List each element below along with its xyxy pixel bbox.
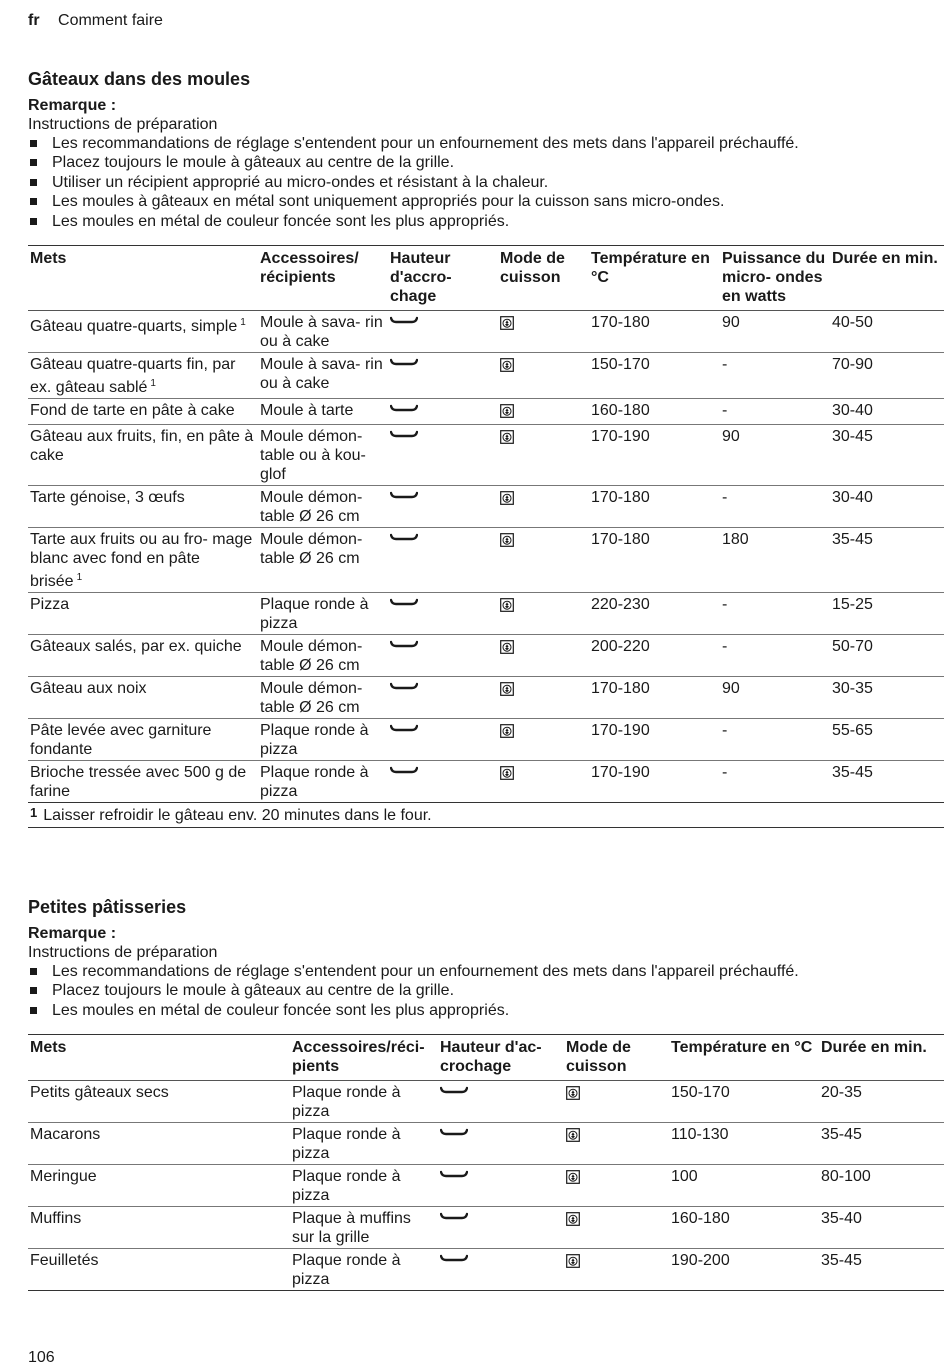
hot-air-mode-icon — [500, 405, 514, 422]
duration-cell: 15-25 — [832, 596, 873, 614]
level-cell — [388, 353, 498, 399]
table-row — [28, 311, 944, 353]
temperature-cell: 200-220 — [591, 638, 650, 656]
accessory-cell: Moule à tarte — [260, 402, 354, 420]
duration-cell: 30-40 — [832, 489, 873, 507]
power-cell: - — [722, 722, 728, 740]
accessory-cell: Plaque ronde à pizza — [292, 1252, 401, 1289]
duration-cell: 80-100 — [821, 1168, 871, 1186]
dish-cell — [28, 399, 258, 425]
bullet-item: Les moules en métal de couleur foncée sont les plus appropriés. — [28, 212, 944, 231]
rack-level-icon — [390, 531, 418, 548]
rack-level-icon — [390, 356, 418, 373]
rack-level-icon — [390, 638, 418, 655]
dish-name: Gâteau aux noix — [30, 680, 147, 698]
level-cell — [388, 399, 498, 425]
level-cell — [438, 1081, 564, 1123]
temperature-cell: 150-170 — [591, 356, 650, 374]
table-row — [28, 593, 944, 635]
hot-air-mode-icon — [500, 767, 514, 784]
bullet-item: Utiliser un récipient approprié au micro-ondes et résistant à la chaleur. — [28, 173, 944, 192]
dish-cell — [28, 761, 258, 803]
duration-cell: 30-35 — [832, 680, 873, 698]
column-header: Puissance du micro- ondes en watts — [722, 250, 826, 306]
power-cell: 90 — [722, 680, 740, 698]
hot-air-mode-icon — [500, 683, 514, 700]
duration-cell: 35-45 — [832, 531, 873, 549]
dish-cell — [28, 425, 258, 486]
dish-cell — [28, 486, 258, 528]
temperature-cell: 170-180 — [591, 680, 650, 698]
column-header: Hauteur d'ac- crochage — [440, 1039, 542, 1076]
duration-cell: 55-65 — [832, 722, 873, 740]
column-header: Température en °C — [671, 1039, 813, 1057]
mode-cell — [498, 311, 589, 353]
level-cell — [388, 761, 498, 803]
column-header: Accessoires/ récipients — [260, 250, 359, 287]
section-small-pastries — [28, 896, 944, 1291]
dish-cell: Muffins — [30, 1210, 82, 1228]
power-cell: - — [722, 764, 728, 782]
note-intro: Instructions de préparation — [28, 944, 218, 961]
rack-level-icon — [440, 1210, 468, 1227]
power-cell: 90 — [722, 314, 740, 332]
level-cell — [438, 1249, 564, 1291]
chapter-title: Comment faire — [58, 12, 163, 29]
note-label: Remarque : — [28, 925, 117, 942]
mode-cell — [498, 528, 589, 593]
table-row — [28, 425, 944, 486]
temperature-cell: 160-180 — [671, 1210, 730, 1228]
mode-cell — [498, 353, 589, 399]
cakes-table — [28, 245, 944, 803]
dish-cell — [28, 677, 258, 719]
accessory-cell: Plaque ronde à pizza — [260, 596, 369, 633]
hot-air-mode-icon — [566, 1255, 580, 1272]
table-row — [28, 761, 944, 803]
rack-level-icon — [440, 1126, 468, 1143]
rack-level-icon — [390, 596, 418, 613]
mode-cell — [498, 593, 589, 635]
table-header-row — [28, 1035, 944, 1081]
level-cell — [388, 528, 498, 593]
dish-cell: Petits gâteaux secs — [30, 1084, 169, 1102]
hot-air-mode-icon — [500, 534, 514, 551]
mode-cell — [498, 399, 589, 425]
mode-cell — [498, 761, 589, 803]
temperature-cell: 170-180 — [591, 489, 650, 507]
temperature-cell: 150-170 — [671, 1084, 730, 1102]
temperature-cell: 170-180 — [591, 314, 650, 332]
duration-cell: 30-40 — [832, 402, 873, 420]
rack-level-icon — [440, 1084, 468, 1101]
level-cell — [388, 311, 498, 353]
mode-cell — [564, 1123, 669, 1165]
column-header: Durée en min. — [832, 250, 938, 268]
table-row — [28, 677, 944, 719]
hot-air-mode-icon — [500, 317, 514, 334]
dish-cell — [28, 528, 258, 593]
column-header: Température en °C — [591, 250, 710, 287]
bullet-item: Les recommandations de réglage s'entendent pour un enfournement des mets dans l'appareil préchauffé. — [28, 134, 944, 153]
rack-level-icon — [440, 1252, 468, 1269]
temperature-cell: 160-180 — [591, 402, 650, 420]
mode-cell — [498, 635, 589, 677]
mode-cell — [498, 486, 589, 528]
accessory-cell: Moule démon- table Ø 26 cm — [260, 489, 363, 526]
column-header: Durée en min. — [821, 1039, 927, 1057]
temperature-cell: 170-190 — [591, 428, 650, 446]
level-cell — [388, 719, 498, 761]
column-header: Mets — [30, 1039, 67, 1057]
accessory-cell: Plaque ronde à pizza — [260, 722, 369, 759]
duration-cell: 35-45 — [832, 764, 873, 782]
rack-level-icon — [440, 1168, 468, 1185]
section-title: Petites pâtisseries — [28, 897, 187, 917]
dish-cell: Feuilletés — [30, 1252, 99, 1270]
duration-cell: 70-90 — [832, 356, 873, 374]
page-number: 106 — [28, 1349, 55, 1366]
accessory-cell: Plaque ronde à pizza — [292, 1168, 401, 1205]
duration-cell: 40-50 — [832, 314, 873, 332]
table-row — [28, 399, 944, 425]
level-cell — [388, 677, 498, 719]
bullet-item: Les moules à gâteaux en métal sont uniquement appropriés pour la cuisson sans micro-ondes. — [28, 192, 944, 211]
rack-level-icon — [390, 680, 418, 697]
column-header: Mode de cuisson — [500, 250, 565, 287]
temperature-cell: 170-180 — [591, 531, 650, 549]
dish-name: Pizza — [30, 596, 70, 614]
dish-name: Tarte aux fruits ou au fro- mage blanc avec fond en pâte brisée — [30, 531, 253, 591]
dish-name: Gâteau quatre-quarts, simple — [30, 318, 238, 336]
dish-name: Brioche tressée avec 500 g de farine — [30, 764, 247, 801]
power-cell: 90 — [722, 428, 740, 446]
accessory-cell: Plaque à muffins sur la grille — [292, 1210, 411, 1247]
note-bullets — [28, 134, 944, 231]
table-row — [28, 1207, 944, 1249]
hot-air-mode-icon — [566, 1213, 580, 1230]
temperature-cell: 110-130 — [671, 1126, 729, 1144]
dish-name: Gâteau aux fruits, fin, en pâte à cake — [30, 428, 254, 465]
accessory-cell: Plaque ronde à pizza — [292, 1126, 401, 1163]
power-cell: - — [722, 596, 728, 614]
section-title: Gâteaux dans des moules — [28, 69, 251, 89]
table-row — [28, 1165, 944, 1207]
mode-cell — [498, 425, 589, 486]
accessory-cell: Moule à sava- rin ou à cake — [260, 356, 383, 393]
duration-cell: 20-35 — [821, 1084, 862, 1102]
mode-cell — [564, 1165, 669, 1207]
level-cell — [438, 1207, 564, 1249]
mode-cell — [564, 1207, 669, 1249]
table-row — [28, 486, 944, 528]
page-header — [28, 12, 163, 30]
level-cell — [438, 1165, 564, 1207]
dish-cell — [28, 593, 258, 635]
temperature-cell: 100 — [671, 1168, 698, 1186]
level-cell — [388, 425, 498, 486]
dish-cell — [28, 719, 258, 761]
bullet-item: Placez toujours le moule à gâteaux au centre de la grille. — [28, 153, 944, 172]
table-row — [28, 719, 944, 761]
note-label: Remarque : — [28, 97, 117, 114]
rack-level-icon — [390, 428, 418, 445]
dish-name: Gâteau quatre-quarts fin, par ex. gâteau sablé — [30, 356, 236, 397]
dish-cell — [28, 635, 258, 677]
dish-name: Tarte génoise, 3 œufs — [30, 489, 185, 507]
accessory-cell: Moule démon- table Ø 26 cm — [260, 531, 363, 568]
footnote-ref: 1 — [150, 378, 156, 390]
table-row — [28, 1081, 944, 1123]
dish-cell — [28, 353, 258, 399]
power-cell: - — [722, 356, 728, 374]
rack-level-icon — [390, 314, 418, 331]
dish-cell: Meringue — [30, 1168, 97, 1186]
rack-level-icon — [390, 489, 418, 506]
section-cakes-in-molds — [28, 68, 944, 828]
level-cell — [388, 486, 498, 528]
dish-name: Gâteaux salés, par ex. quiche — [30, 638, 242, 656]
note-bullets — [28, 962, 944, 1020]
column-header: Accessoires/réci- pients — [292, 1039, 425, 1076]
hot-air-mode-icon — [500, 492, 514, 509]
hot-air-mode-icon — [500, 641, 514, 658]
table-row — [28, 353, 944, 399]
rack-level-icon — [390, 764, 418, 781]
footnote-mark: 1 — [30, 805, 38, 821]
hot-air-mode-icon — [500, 725, 514, 742]
table-row — [28, 635, 944, 677]
footnote-text: Laisser refroidir le gâteau env. 20 minutes dans le four. — [43, 807, 432, 825]
column-header: Hauteur d'accro- chage — [390, 250, 452, 306]
temperature-cell: 190-200 — [671, 1252, 730, 1270]
temperature-cell: 220-230 — [591, 596, 650, 614]
footnote — [28, 803, 944, 828]
dish-name: Pâte levée avec garniture fondante — [30, 722, 212, 759]
temperature-cell: 170-190 — [591, 764, 650, 782]
column-header: Mets — [30, 250, 67, 268]
power-cell: - — [722, 638, 728, 656]
note-intro: Instructions de préparation — [28, 116, 218, 133]
accessory-cell: Moule démon- table Ø 26 cm — [260, 680, 363, 717]
level-cell — [388, 593, 498, 635]
temperature-cell: 170-190 — [591, 722, 650, 740]
table-row — [28, 1123, 944, 1165]
language-code: fr — [28, 12, 40, 29]
hot-air-mode-icon — [500, 359, 514, 376]
level-cell — [438, 1123, 564, 1165]
hot-air-mode-icon — [500, 599, 514, 616]
accessory-cell: Moule à sava- rin ou à cake — [260, 314, 383, 351]
power-cell: - — [722, 402, 728, 420]
pastries-table — [28, 1034, 944, 1291]
hot-air-mode-icon — [500, 431, 514, 448]
hot-air-mode-icon — [566, 1171, 580, 1188]
column-header: Mode de cuisson — [566, 1039, 631, 1076]
power-cell: 180 — [722, 531, 749, 549]
dish-cell: Macarons — [30, 1126, 101, 1144]
footnote-ref: 1 — [76, 572, 83, 584]
hot-air-mode-icon — [566, 1087, 580, 1104]
dish-name: Fond de tarte en pâte à cake — [30, 402, 235, 420]
duration-cell: 50-70 — [832, 638, 873, 656]
accessory-cell: Moule démon- table ou à kou- glof — [260, 428, 366, 484]
mode-cell — [564, 1249, 669, 1291]
rack-level-icon — [390, 402, 418, 419]
footnote-ref: 1 — [240, 317, 246, 329]
footnote-table — [28, 803, 944, 828]
accessory-cell: Plaque ronde à pizza — [260, 764, 369, 801]
duration-cell: 35-40 — [821, 1210, 862, 1228]
accessory-cell: Moule démon- table Ø 26 cm — [260, 638, 363, 675]
rack-level-icon — [390, 722, 418, 739]
table-header-row — [28, 246, 944, 311]
duration-cell: 35-45 — [821, 1126, 862, 1144]
duration-cell: 30-45 — [832, 428, 873, 446]
bullet-item: Les recommandations de réglage s'entendent pour un enfournement des mets dans l'appareil préchauffé. — [28, 962, 944, 981]
power-cell: - — [722, 489, 728, 507]
table-row — [28, 1249, 944, 1291]
mode-cell — [498, 677, 589, 719]
bullet-item: Placez toujours le moule à gâteaux au centre de la grille. — [28, 981, 944, 1000]
level-cell — [388, 635, 498, 677]
mode-cell — [564, 1081, 669, 1123]
duration-cell: 35-45 — [821, 1252, 862, 1270]
hot-air-mode-icon — [566, 1129, 580, 1146]
bullet-item: Les moules en métal de couleur foncée sont les plus appropriés. — [28, 1001, 944, 1020]
accessory-cell: Plaque ronde à pizza — [292, 1084, 401, 1121]
mode-cell — [498, 719, 589, 761]
dish-cell — [28, 311, 258, 353]
table-row — [28, 528, 944, 593]
